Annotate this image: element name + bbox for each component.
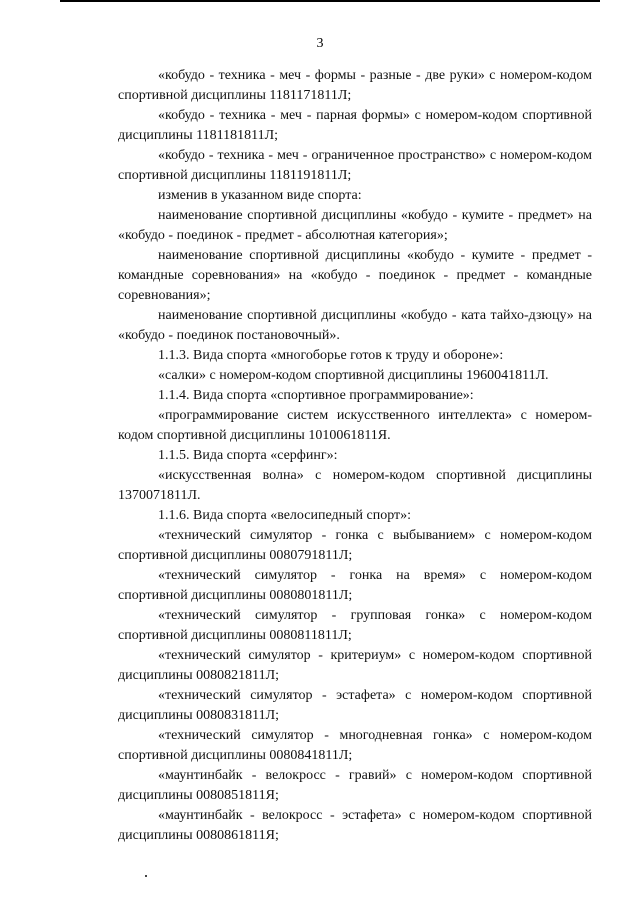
paragraph: «кобудо - техника - меч - формы - разные - две руки» с номером-кодом спортивной дисциплины 1181171811Л; — [118, 68, 592, 103]
paragraph: «технический симулятор - эстафета» с номером-кодом спортивной дисциплины 0080831811Л; — [118, 688, 592, 723]
paragraph: «искусственная волна» с номером-кодом спортивной дисциплины 1370071811Л. — [118, 468, 592, 503]
paragraph: «маунтинбайк - велокросс - эстафета» с номером-кодом спортивной дисциплины 0080861811Я; — [118, 808, 592, 843]
paragraph: «технический симулятор - групповая гонка» с номером-кодом спортивной дисциплины 0080811811Л; — [118, 608, 592, 643]
paragraph: «программирование систем искусственного интеллекта» с номером-кодом спортивной дисциплины 1010061811Я. — [118, 408, 592, 443]
top-rule — [60, 0, 600, 2]
section-heading: 1.1.5. Вида спорта «серфинг»: — [158, 448, 338, 463]
paragraph: «салки» с номером-кодом спортивной дисциплины 1960041811Л. — [158, 368, 549, 383]
section-heading: 1.1.4. Вида спорта «спортивное программирование»: — [158, 388, 474, 403]
paragraph: «кобудо - техника - меч - парная формы» с номером-кодом спортивной дисциплины 1181181811Л; — [118, 108, 592, 143]
paragraph: «технический симулятор - гонка с выбыванием» с номером-кодом спортивной дисциплины 0080791811Л; — [118, 528, 592, 563]
paragraph: «маунтинбайк - велокросс - гравий» с номером-кодом спортивной дисциплины 0080851811Я; — [118, 768, 592, 803]
paragraph: «технический симулятор - многодневная гонка» с номером-кодом спортивной дисциплины 0080841811Л; — [118, 728, 592, 763]
document-body — [118, 66, 592, 846]
section-heading: 1.1.3. Вида спорта «многоборье готов к труду и обороне»: — [158, 348, 504, 363]
paragraph: наименование спортивной дисциплины «кобудо - кумите - предмет - командные соревнования» на «кобудо - поединок - предмет - командные соревнования»; — [118, 248, 592, 303]
paragraph: наименование спортивной дисциплины «кобудо - ката тайхо-дзюцу» на «кобудо - поединок постановочный». — [118, 308, 592, 343]
page-number: 3 — [316, 36, 324, 51]
paragraph: «технический симулятор - критериум» с номером-кодом спортивной дисциплины 0080821811Л; — [118, 648, 592, 683]
scan-speck — [145, 875, 147, 877]
section-heading: 1.1.6. Вида спорта «велосипедный спорт»: — [158, 508, 412, 523]
paragraph: изменив в указанном виде спорта: — [158, 188, 362, 203]
paragraph: «технический симулятор - гонка на время» с номером-кодом спортивной дисциплины 0080801811Л; — [118, 568, 592, 603]
paragraph: «кобудо - техника - меч - ограниченное пространство» с номером-кодом спортивной дисциплины 1181191811Л; — [118, 148, 592, 183]
paragraph: наименование спортивной дисциплины «кобудо - кумите - предмет» на «кобудо - поединок - предмет - абсолютная категория»; — [118, 208, 592, 243]
